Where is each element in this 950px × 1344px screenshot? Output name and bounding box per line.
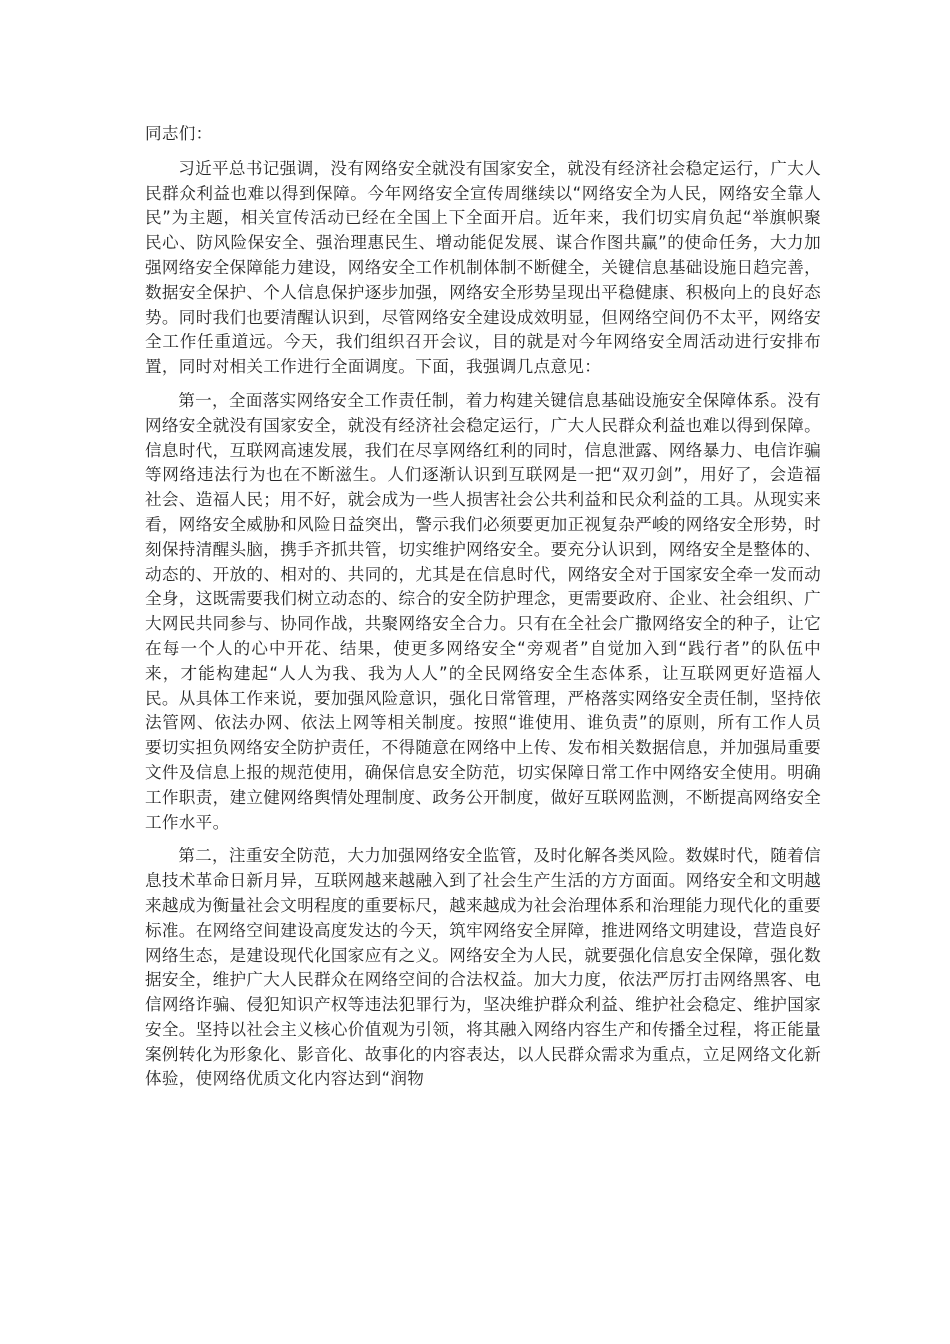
- paragraph-first-point: 第一，全面落实网络安全工作责任制，着力构建关键信息基础设施安全保障体系。没有网络安全就没有国家安全，就没有经济社会稳定运行，广大人民群众利益也难以得到保障。信息时代，互联网高速发展，我们在尽享网络红利的同时，信息泄露、网络暴力、电信诈骗等网络违法行为也在不断滋生。人们逐渐认识到互联网是一把“双刃剑”，用好了，会造福社会、造福人民；用不好，就会成为一些人损害社会公共利益和民众利益的工具。从现实来看，网络安全威胁和风险日益突出，警示我们必须要更加正视复杂严峻的网络安全形势，时刻保持清醒头脑，携手齐抓共管，切实维护网络安全。要充分认识到，网络安全是整体的、动态的、开放的、相对的、共同的，尤其是在信息时代，网络安全对于国家安全牵一发而动全身，这既需要我们树立动态的、综合的安全防护理念，更需要政府、企业、社会组织、广大网民共同参与、协同作战，共聚网络安全合力。只有在全社会广撒网络安全的种子，让它在每一个人的心中开花、结果，使更多网络安全“旁观者”自觉加入到“践行者”的队伍中来，才能构建起“人人为我、我为人人”的全民网络安全生态体系，让互联网更好造福人民。从具体工作来说，要加强风险意识，强化日常管理，严格落实网络安全责任制，坚持依法管网、依法办网、依法上网等相关制度。按照“谁使用、谁负责”的原则，所有工作人员要切实担负网络安全防护责任，不得随意在网络中上传、发布相关数据信息，并加强局重要文件及信息上报的规范使用，确保信息安全防范，切实保障日常工作中网络安全使用。明确工作职责，建立健网络舆情处理制度、政务公开制度，做好互联网监测，不断提高网络安全工作水平。: [145, 390, 821, 832]
- paragraph-opening: 习近平总书记强调，没有网络安全就没有国家安全，就没有经济社会稳定运行，广大人民群众利益也难以得到保障。今年网络安全宣传周继续以“网络安全为人民，网络安全靠人民”为主题，相关宣传活动已经在全国上下全面开启。近年来，我们切实肩负起“举旗帜聚民心、防风险保安全、强治理惠民生、增动能促发展、谋合作图共赢”的使命任务，大力加强网络安全保障能力建设，网络安全工作机制体制不断健全，关键信息基础设施日趋完善，数据安全保护、个人信息保护逐步加强，网络安全形势呈现出平稳健康、积极向上的良好态势。同时我们也要清醒认识到，尽管网络安全建设成效明显，但网络空间仍不太平，网络安全工作任重道远。今天，我们组织召开会议，目的就是对今年网络安全周活动进行安排布置，同时对相关工作进行全面调度。下面，我强调几点意见：: [145, 158, 821, 377]
- paragraph-second-point: 第二，注重安全防范，大力加强网络安全监管，及时化解各类风险。数媒时代，随着信息技术革命日新月异，互联网越来越融入到了社会生产生活的方方面面。网络安全和文明越来越成为衡量社会文明程度的重要标尺，越来越成为社会治理体系和治理能力现代化的重要标准。在网络空间建设高度发达的今天，筑牢网络安全屏障，推进网络文明建设，营造良好网络生态，是建设现代化国家应有之义。网络安全为人民，就要强化信息安全保障，强化数据安全，维护广大人民群众在网络空间的合法权益。加大力度，依法严厉打击网络黑客、电信网络诈骗、侵犯知识产权等违法犯罪行为，坚决维护群众利益、维护社会稳定、维护国家安全。坚持以社会主义核心价值观为引领，将其融入网络内容生产和传播全过程，将正能量案例转化为形象化、影音化、故事化的内容表达，以人民群众需求为重点，立足网络文化新体验，使网络优质文化内容达到“润物: [145, 846, 821, 1089]
- salutation: 同志们：: [145, 124, 213, 143]
- document-page: [145, 122, 821, 1101]
